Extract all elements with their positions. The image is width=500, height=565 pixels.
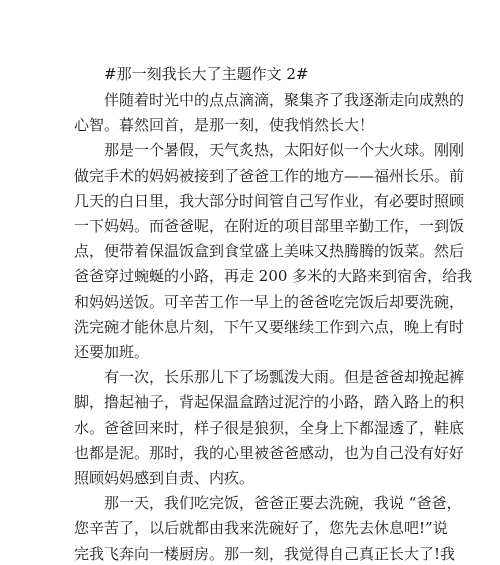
paragraph-line: 和妈妈送饭。可辛苦工作一早上的爸爸吃完饭后却要洗碗， (74, 292, 465, 311)
paragraph-line: 心智。暮然回首，是那一刻，使我悄然长大！ (74, 116, 375, 135)
paragraph-line: 完我飞奔向一楼厨房。那一刻，我觉得自己真正长大了!我 (74, 544, 456, 563)
paragraph-line: 有一次，长乐那儿下了场瓢泼大雨。但是爸爸却挽起裤 (104, 368, 465, 387)
paragraph-line: 洗完碗才能休息片刻，下午又要继续工作到六点，晚上有时 (74, 317, 465, 336)
essay-title: #那一刻我长大了主题作文 2# (104, 65, 309, 83)
paragraph-line: 那是一个暑假，天气炙热，太阳好似一个大火球。刚刚 (104, 141, 465, 160)
paragraph-line: 爸爸穿过蜿蜒的小路，再走 200 多米的大路来到宿舍，给我 (74, 267, 473, 286)
paragraph-line: 做完手术的妈妈被接到了爸爸工作的地方——福州长乐。前 (74, 166, 465, 185)
paragraph-line: 那一天，我们吃完饭，爸爸正要去洗碗，我说 “爸爸， (104, 494, 462, 513)
paragraph-line: 点，便带着保温饭盒到食堂盛上美味又热腾腾的饭菜。然后 (74, 242, 465, 261)
paragraph-line: 脚，撸起袖子，背起保温盒踏过泥泞的小路，踏入路上的积 (74, 393, 465, 412)
paragraph-line: 一下妈妈。而爸爸呢，在附近的项目部里辛勤工作，一到饭 (74, 217, 465, 235)
paragraph-line: 您辛苦了，以后就都由我来洗碗好了，您先去休息吧!”说 (74, 519, 448, 538)
paragraph-line: 也都是泥。那时，我的心里被爸爸感动，也为自己没有好好 (74, 443, 465, 462)
paragraph-line: 水。爸爸回来时，样子很是狼狈，全身上下都湿透了，鞋底 (74, 418, 465, 437)
paragraph-line: 还要加班。 (74, 343, 150, 361)
paragraph-line: 几天的白日里，我大部分时间管自己写作业，有必要时照顾 (74, 191, 465, 210)
paragraph-line: 照顾妈妈感到自责、内疚。 (74, 469, 255, 487)
paragraph-line: 伴随着时光中的点点滴滴，聚集齐了我逐渐走向成熟的 (104, 91, 465, 109)
